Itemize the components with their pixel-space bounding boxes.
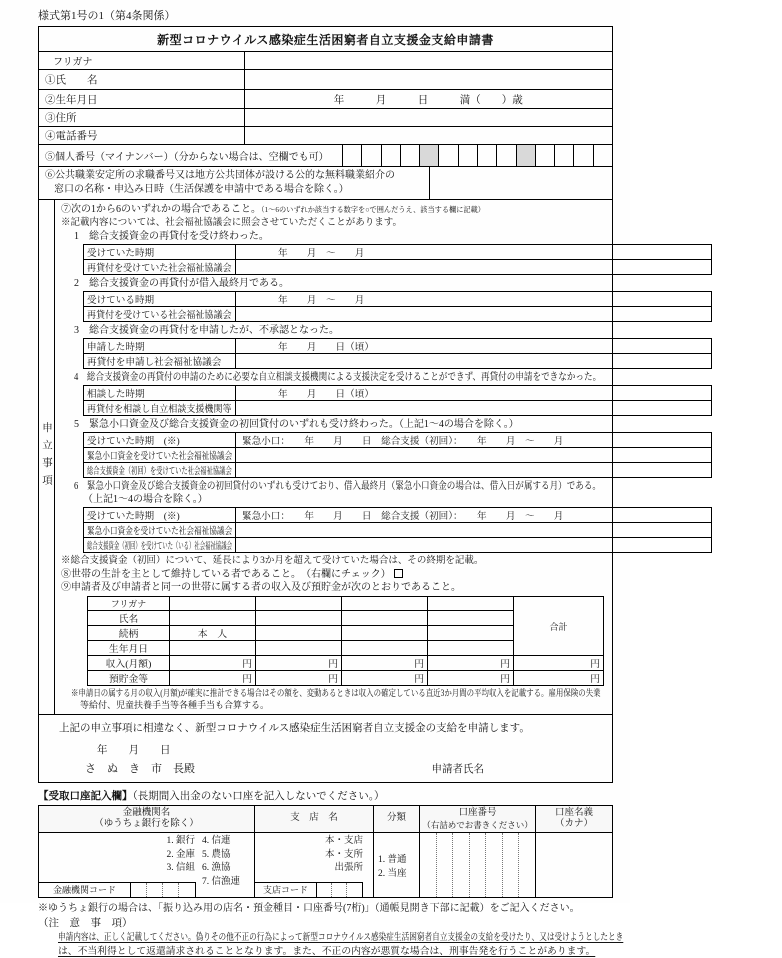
applicant-signature-label: 申請者氏名 [431,764,484,775]
code-digit-cell[interactable] [332,883,347,897]
council-label: 再貸付を申請し社会福祉協議会 [84,354,236,369]
hh-income-total-cell[interactable]: 円 [514,656,604,671]
mynumber-row [39,145,612,166]
mynumber-label: ⑤個人番号（マイナンバー）（分からない場合は、空欄でも可） [45,152,329,163]
main-form-box [38,26,613,783]
code-digit-cell[interactable] [347,883,362,897]
application-sentence: 上記の申立事項に相違なく、新型コロナウイルス感染症生活困窮者自立支援金の支給を申請します。 [59,723,530,734]
account-number-column-header: 口座番号 （右詰めでお書きください） [420,806,536,832]
institution-code-strip [39,882,196,897]
hh-birth-cell[interactable] [170,641,256,656]
account-digit-cell[interactable] [437,833,454,897]
hh-birth-cell[interactable] [342,641,428,656]
branch-options: 本・支店 本・支所 出張所 [324,836,363,873]
table-row [84,523,712,538]
birthdate-input-cell[interactable]: 年 月 日 満（ ）歳 [244,90,612,109]
account-digit-cell[interactable] [503,833,520,897]
bank-body-row [39,833,612,897]
code-digit-cell[interactable] [147,883,163,897]
mynumber-separator-cell [420,145,439,166]
branch-input-cell[interactable] [255,833,374,897]
furigana-label: フリガナ [39,52,244,70]
hh-birth-label: 生年月日 [88,641,170,656]
furigana-input-cell[interactable] [244,52,612,70]
table-row [39,52,612,70]
hh-income-cell[interactable]: 円 [428,656,514,671]
item7-note: ※記載内容については、社会福祉協議会に照会させていただくことがあります。 [61,218,403,228]
declaration-side-label: 申立事項 [39,200,55,714]
code-digit-cell[interactable] [179,883,195,897]
mynumber-digit-boxes[interactable] [342,145,612,166]
period-input-cell[interactable]: 緊急小口： 年 月 日 総合支援（初回）： 年 月 ～ 月 [236,433,712,448]
table-row [84,448,712,463]
hh-relation-self: 本 人 [170,626,256,641]
hh-name-label: 氏名 [88,611,170,626]
council-input-cell[interactable] [236,463,712,478]
hh-birth-cell[interactable] [256,641,342,656]
mynumber-digit-cell[interactable] [343,145,362,166]
table-row [84,307,712,322]
account-digit-cell[interactable] [453,833,470,897]
council-label: 緊急小口資金を受けていた社会福祉協議会 [84,523,236,538]
hh-furigana-cell[interactable] [256,597,342,611]
declaration-content [55,200,718,714]
hh-income-label: 収入(月額) [88,656,170,671]
hh-name-cell[interactable] [342,611,428,626]
council-input-cell[interactable] [236,307,712,322]
account-digit-cell[interactable] [486,833,503,897]
period-input-cell[interactable]: 年 月 日（頃） [236,386,712,401]
account-number-input-cell[interactable] [420,833,536,897]
period-input-cell[interactable]: 年 月 ～ 月 [236,292,712,307]
table-row [84,260,712,275]
institution-code-label: 金融機関コード [39,883,131,897]
mynumber-digit-cell[interactable] [382,145,401,166]
hh-savings-cell[interactable]: 円 [342,671,428,686]
code-digit-cell[interactable] [317,883,332,897]
class-column-header: 分類 [374,806,420,832]
address-input-cell[interactable] [244,109,612,127]
hh-savings-cell[interactable]: 円 [428,671,514,686]
class-input-cell[interactable] [374,833,420,897]
household-head-checkbox[interactable] [394,569,403,578]
table-row [39,90,612,109]
item7-case-5-table [83,432,712,478]
period-label: 受けていた時期 (※) [84,508,236,523]
caution-body: 申請内容は、正しく記載してください。偽りその他不正の行為によって新型コロナウイルス感染症生活困窮者自立支援金の支給を受けたり、又は受けようとしたとき は、不当利得として返還請求されることとなります。また、不正の内容が悪質な場合は、刑事告発を行うことがあります。 [58,932,624,957]
period-label: 受けていた時期 [84,245,236,260]
branch-column-header: 支 店 名 [255,806,374,832]
hh-furigana-cell[interactable] [342,597,428,611]
council-label: 総合支援資金（初回）を受けていた（いる）社会福祉協議会 [84,538,236,553]
hh-name-cell[interactable] [256,611,342,626]
hh-savings-total-cell[interactable]: 円 [514,671,604,686]
item7-case-3-table [83,338,712,369]
item7-case-1-heading: 1 総合支援資金の再貸付を受け終わった。 [74,231,269,242]
table-row [84,401,712,416]
hh-income-cell[interactable]: 円 [170,656,256,671]
hh-furigana-cell[interactable] [170,597,256,611]
institution-code-boxes[interactable] [131,883,196,897]
jobseeker-input-cell[interactable] [429,167,612,199]
account-digit-cell[interactable] [519,833,535,897]
item7-case-6-table [83,507,712,553]
table-row [84,292,712,307]
table-row [39,109,612,127]
form-code: 様式第1号の1（第4条関係） [38,10,176,22]
institution-column-header: 金融機関名 （ゆうちょ銀行を除く） [39,806,255,832]
item7-asterisk-note: ※総合支援資金（初回）について、延長により3か月を超えて受けていた場合は、その終期を記載。 [61,556,484,566]
table-row [84,463,712,478]
caution-heading: （注 意 事 項） [38,918,133,929]
council-label: 総合支援資金（初回）を受けていた社会福祉協議会 [84,463,236,478]
hh-relation-cell[interactable] [342,626,428,641]
item7-case-6-heading: 6 緊急小口資金及び総合支援資金の初回貸付のいずれも受けており、借入最終月（緊急小口資金の場合は、借入日が属する月）である。 [74,481,601,492]
code-digit-cell[interactable] [163,883,179,897]
council-input-cell[interactable] [236,354,712,369]
bank-section-heading: 【受取口座記入欄】（長期間入出金のない口座を記入しないでください。） [38,791,385,802]
table-row [84,339,712,354]
table-row [84,245,712,260]
name-label: ①氏 名 [39,70,244,90]
birthdate-label: ②生年月日 [39,90,244,109]
bank-header-row [39,806,612,833]
address-label: ③住所 [39,109,244,127]
period-label: 受けている時期 [84,292,236,307]
council-label: 再貸付を相談し自立相談支援機関等 [84,401,236,416]
hh-relation-label: 続柄 [88,626,170,641]
account-digit-cell[interactable] [420,833,437,897]
hh-furigana-label: フリガナ [88,597,170,611]
table-row [88,597,604,611]
mynumber-digit-cell[interactable] [594,145,612,166]
mayor-addressee: さ ぬ き 市 長殿 [85,763,195,775]
branch-code-label: 支店コード [255,883,317,897]
hh-total-header: 合計 [514,597,604,656]
jobseeker-row [39,166,612,199]
period-label: 相談した時期 [84,386,236,401]
item7-case-4-heading: 4 総合支援資金の再貸付の申請のために必要な自立相談支援機関による支援決定を受けることができず、再貸付の申請をできなかった。 [74,372,602,383]
council-input-cell[interactable] [236,401,712,416]
table-row [88,656,604,671]
branch-code-boxes[interactable] [317,883,363,897]
hh-name-cell[interactable] [428,611,514,626]
hh-savings-cell[interactable]: 円 [170,671,256,686]
form-title: 新型コロナウイルス感染症生活困窮者自立支援金支給申請書 [39,27,612,52]
hh-relation-cell[interactable] [256,626,342,641]
mynumber-digit-cell[interactable] [362,145,381,166]
item7-intro: ⑦次の1から6のいずれかの場合であること。（1～6のいずれか該当する数字を○で囲んだうえ、該当する欄に記載） [61,204,485,215]
institution-input-cell[interactable] [39,833,255,897]
household-income-table [87,596,604,686]
hh-name-cell[interactable] [170,611,256,626]
period-input-cell[interactable]: 年 月 日（頃） [236,339,712,354]
item7-case-2-table [83,291,712,322]
council-label: 再貸付を受けている社会福祉協議会 [84,307,236,322]
hh-furigana-cell[interactable] [428,597,514,611]
item7-case-1-table [83,244,712,275]
mynumber-digit-cell[interactable] [536,145,555,166]
table-row [84,538,712,553]
item7-case-3-heading: 3 総合支援資金の再貸付を申請したが、不承認となった。 [74,325,339,336]
council-input-cell[interactable] [236,260,712,275]
item8-line: ⑧世帯の生計を主として維持している者であること。 （右欄にチェック） [61,568,712,581]
mynumber-digit-cell[interactable] [459,145,478,166]
hh-income-cell[interactable]: 円 [342,656,428,671]
council-label: 再貸付を受けていた社会福祉協議会 [84,260,236,275]
hh-savings-label: 預貯金等 [88,671,170,686]
table-row [39,127,612,145]
hh-savings-cell[interactable]: 円 [256,671,342,686]
council-input-cell[interactable] [236,448,712,463]
bank-account-table [38,805,613,898]
name-input-cell[interactable] [244,70,612,90]
mynumber-digit-cell[interactable] [574,145,593,166]
mynumber-digit-cell[interactable] [497,145,516,166]
phone-input-cell[interactable] [244,127,612,145]
period-label: 受けていた時期 (※) [84,433,236,448]
table-row [39,70,612,90]
account-digit-cell[interactable] [470,833,487,897]
applicant-info-table [39,52,612,145]
hh-birth-cell[interactable] [428,641,514,656]
application-section [39,714,612,782]
table-row [84,386,712,401]
hh-relation-cell[interactable] [428,626,514,641]
mynumber-digit-cell[interactable] [478,145,497,166]
item7-case-4-table [83,385,712,416]
application-date-input[interactable]: 年 月 日 [97,745,171,756]
institution-options: 1. 銀行 2. 金庫 3. 信組 4. 信連 5. 農協 6. 漁協 7. 信漁連 [166,836,240,887]
holder-input-cell[interactable] [536,833,612,897]
yucho-note: ※ゆうちょ銀行の場合は、「振り込み用の店名・預金種目・口座番号(7桁)」（通帳見開き下部に記載）をご記入ください。 [38,903,580,914]
code-digit-cell[interactable] [131,883,147,897]
household-note: ※申請日の属する月の収入(月額)が確実に推計できる場合はその額を、変動あるときは収入の確定している直近3か月間の平均収入を記載する。雇用保険の失業 等給付、児童扶養手当等各種手当も合算する。 [71,688,601,710]
council-input-cell[interactable] [236,523,712,538]
period-label: 申請した時期 [84,339,236,354]
table-row [88,671,604,686]
item9-line: ⑨申請者及び申請者と同一の世帯に属する者の収入及び預貯金が次のとおりであること。 [61,582,461,593]
item7-intro-small: （1～6のいずれか該当する数字を○で囲んだうえ、該当する欄に記載） [261,206,485,214]
mynumber-digit-cell[interactable] [401,145,420,166]
mynumber-separator-cell [517,145,536,166]
table-row [84,508,712,523]
account-number-boxes[interactable] [420,833,535,897]
table-row [84,354,712,369]
council-label: 緊急小口資金を受けていた社会福祉協議会 [84,448,236,463]
item7-case-6-heading-line2: （上記1～4の場合を除く。） [83,494,208,505]
jobseeker-label: ⑥公共職業安定所の求職番号又は地方公共団体が設ける公的な無料職業紹介の 窓口の名称・申込み日時（生活保護を申請中である場合を除く。） [45,170,395,195]
declaration-section [39,199,612,714]
period-input-cell[interactable]: 緊急小口： 年 月 日 総合支援（初回）： 年 月 ～ 月 [236,508,712,523]
hh-income-cell[interactable]: 円 [256,656,342,671]
item7-case-2-heading: 2 総合支援資金の再貸付が借入最終月である。 [74,278,289,289]
council-input-cell[interactable] [236,538,712,553]
table-row [84,433,712,448]
mynumber-digit-cell[interactable] [439,145,458,166]
holder-column-header: 口座名義 （カナ） [536,806,612,832]
phone-label: ④電話番号 [39,127,244,145]
branch-code-strip [255,882,363,897]
class-options: 1. 普通 2. 当座 [378,855,407,879]
footer-notes [38,902,623,958]
item7-case-5-heading: 5 緊急小口資金及び総合支援資金の初回貸付のいずれも受け終わった。（上記1～4の場合を除く。） [74,419,519,430]
mynumber-digit-cell[interactable] [555,145,574,166]
period-input-cell[interactable]: 年 月 ～ 月 [236,245,712,260]
